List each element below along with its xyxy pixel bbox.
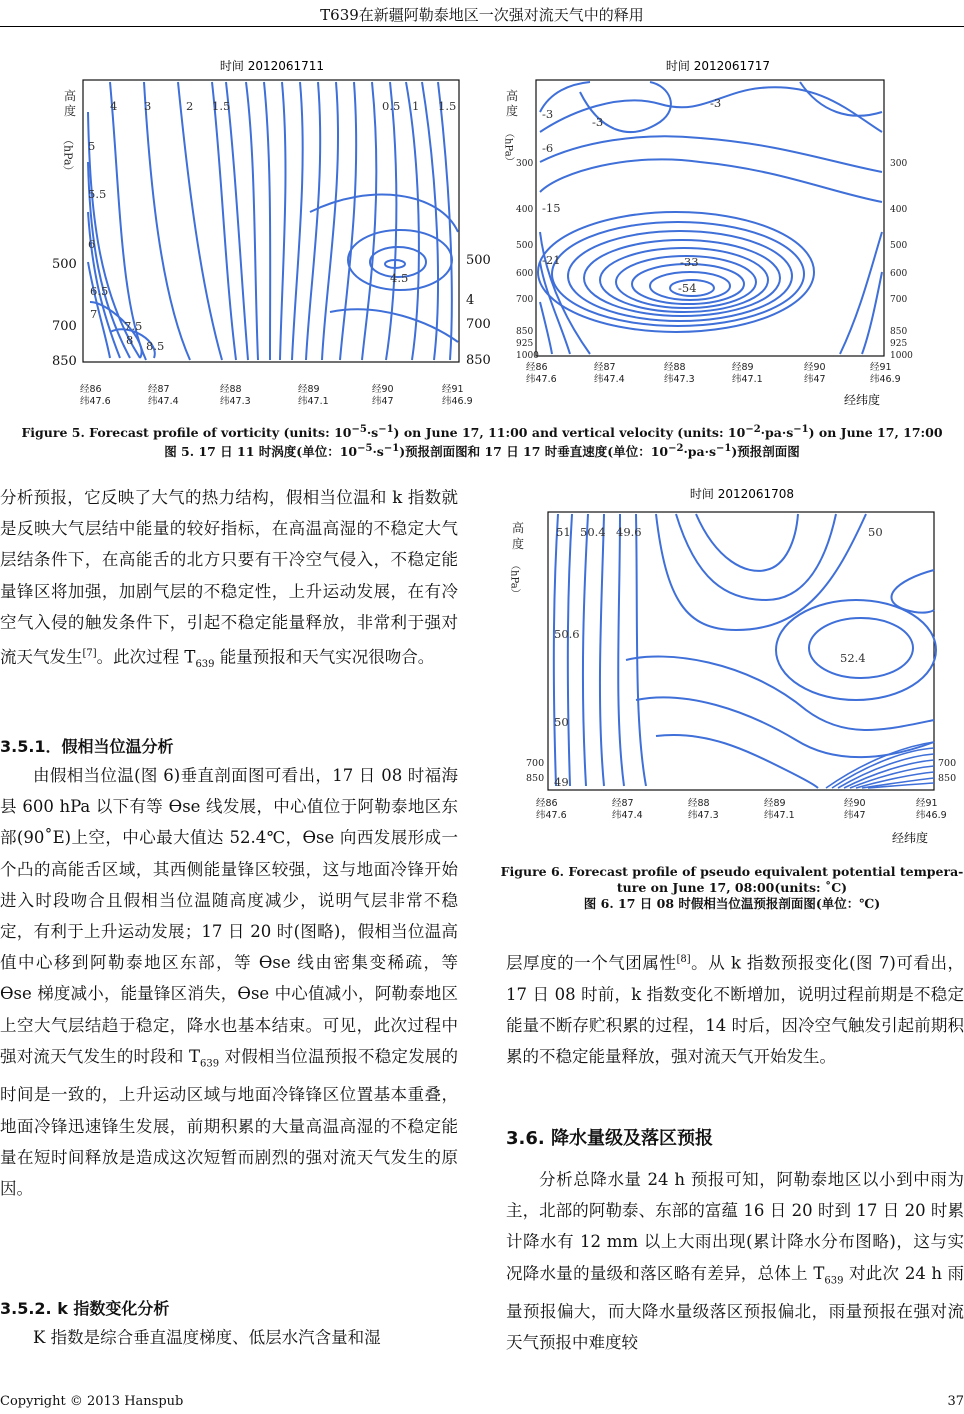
level-label: 500 <box>52 257 77 272</box>
y-axis-unit: （hPa） <box>61 134 75 177</box>
figure-6-caption <box>500 864 964 912</box>
contour-label: 6.5 <box>90 284 109 298</box>
x-tick-lon: 经89 <box>764 798 786 809</box>
x-tick-lon: 经86 <box>526 362 548 373</box>
level-label: 400 <box>516 205 534 215</box>
x-tick-lon: 经88 <box>688 798 710 809</box>
x-axis-ticks <box>526 361 901 385</box>
x-tick-lat: 纬47.3 <box>220 396 251 407</box>
contour-label: 5.5 <box>88 187 107 201</box>
chart-title: 时间 2012061717 <box>665 59 771 73</box>
level-label: 500 <box>890 241 908 251</box>
contour-label: 2 <box>186 99 194 113</box>
contour-label: 7 <box>90 307 98 321</box>
level-label: 700 <box>526 758 545 769</box>
running-header: T639在新疆阿勒泰地区一次强对流天气中的释用 <box>320 6 644 24</box>
pressure-levels <box>526 758 956 784</box>
figure-5-vorticity <box>50 52 500 410</box>
level-label: 850 <box>466 353 491 368</box>
contour-label: -3 <box>542 107 554 121</box>
contour-label: -15 <box>542 201 561 215</box>
contour-label: -33 <box>680 255 699 269</box>
left-para-2: 由假相当位温(图 6)垂直剖面图可看出，17 日 08 时福海县 600 hPa 以下有等 Ɵse 线发展，中心值位于阿勒泰地区东部(90˚E)上空，中心最大值达 52.4℃，Ɵse 向西发展形成一个凸的高能舌区域，其西侧能量锋区较强，这与地面冷锋开始进入时段吻合且假相当位温随高度减少，说明气层非常不稳定，有利于上升运动发展；17 日 20 时(图略)，假相当位温高值中心移到阿勒泰地区东部，等 Ɵse 线由密集变稀疏，等 Ɵse 梯度减小，能量锋区消失，Ɵse 中心值减小，阿勒泰地区上空大气层结趋于稳定，降水也基本结束。可见，此次过程中强对流天气发生的时段和 $T_{639}$ 对假相当位温预报不稳定发展的时间是一致的，上升运动区域与地面冷锋锋区位置基本重叠，地面冷锋迅速锋生发展，前期积累的大量高温高湿的不稳定能量在短时间释放是造成这次短暂而剧烈的强对流天气发生的原因。 <box>0 766 458 1198</box>
contour-label: -21 <box>542 253 561 267</box>
level-label: 925 <box>890 339 908 349</box>
level-label: 850 <box>938 773 956 784</box>
x-tick-lat: 纬47.1 <box>764 810 795 821</box>
theta-se-dense-contours <box>826 742 934 788</box>
contour-label: -6 <box>542 141 554 155</box>
x-axis-label: 经纬度 <box>844 393 881 407</box>
section-3-5-1-heading: 3.5.1．假相当位温分析 <box>0 737 174 756</box>
level-label: 850 <box>526 773 545 784</box>
header-rule <box>0 26 964 27</box>
x-tick-lat: 纬46.9 <box>442 396 473 407</box>
level-label: 500 <box>516 241 534 251</box>
x-tick-lat: 纬47 <box>804 374 826 385</box>
contour-label: 50.4 <box>580 525 606 539</box>
x-tick-lon: 经87 <box>612 798 634 809</box>
x-tick-lat: 纬47.1 <box>298 396 329 407</box>
x-tick-lat: 纬47.6 <box>80 396 111 407</box>
svg-text:高: 高 <box>506 89 519 103</box>
contour-label: 8.5 <box>146 339 165 353</box>
level-label: 700 <box>466 317 491 332</box>
x-tick-lat: 纬47.4 <box>612 810 643 821</box>
level-label: 300 <box>890 159 908 169</box>
x-tick-lat: 纬47.3 <box>688 810 719 821</box>
svg-text:度: 度 <box>506 104 519 118</box>
right-para-1: 层厚度的一个气团属性[8]。从 k 指数预报变化(图 7)可看出，17 日 08 时前，k 指数变化不断增加，说明过程前期是不稳定能量不断存贮积累的过程，14 时后，因冷空气触发引起前期积累的不稳定能量释放，强对流天气开始发生。 <box>506 953 964 1067</box>
x-tick-lon: 经88 <box>664 362 686 373</box>
figure-6-theta-se <box>506 480 956 850</box>
level-label: 1000 <box>890 351 913 361</box>
level-label: 600 <box>890 269 908 279</box>
chart-title: 时间 2012061708 <box>689 487 795 501</box>
left-para-3: K 指数是综合垂直温度梯度、低层水汽含量和湿 <box>33 1328 381 1347</box>
x-tick-lat: 纬46.9 <box>916 810 947 821</box>
x-tick-lon: 经91 <box>870 362 892 373</box>
level-label: 925 <box>516 339 534 349</box>
contour-label: 1.5 <box>212 99 231 113</box>
caption-cn: 图 5. 17 日 11 时涡度(单位：$10^{-5}\cdot s^{-1}$)预报剖面图和 17 日 17 时垂直速度(单位：$10^{-2}\cdot pa\cdot s^{-1}$)预报剖面图 <box>164 443 800 460</box>
figure-5-caption <box>20 422 944 460</box>
contour-label: 52.4 <box>840 651 866 665</box>
x-tick-lon: 经91 <box>916 798 938 809</box>
caption-en-line1: Figure 6. Forecast profile of pseudo equivalent potential tempera- <box>500 864 964 879</box>
svg-text:度: 度 <box>512 537 525 551</box>
contour-label: 3 <box>144 99 152 113</box>
x-tick-lon: 经89 <box>732 362 754 373</box>
figure-5-vertical-velocity <box>500 52 930 410</box>
level-label: 700 <box>516 295 534 305</box>
theta-se-chart <box>506 480 956 850</box>
x-tick-lat: 纬47.1 <box>732 374 763 385</box>
contour-label: 6 <box>88 237 96 251</box>
x-tick-lon: 经90 <box>372 384 394 395</box>
section-3-6-heading: 3.6. 降水量级及落区预报 <box>506 1128 713 1149</box>
section-3-5-2-heading: 3.5.2. k 指数变化分析 <box>0 1299 170 1318</box>
x-tick-lon: 经91 <box>442 384 464 395</box>
x-tick-lon: 经86 <box>80 384 102 395</box>
level-label: 4 <box>466 293 475 308</box>
contour-label: 49.6 <box>616 525 642 539</box>
contour-label: 4 <box>110 99 118 113</box>
x-tick-lat: 纬47.6 <box>536 810 567 821</box>
contour-label: 5 <box>88 139 96 153</box>
vorticity-contours <box>88 82 458 360</box>
x-axis-ticks <box>80 383 473 407</box>
contour-label: 50 <box>554 715 569 729</box>
x-axis-ticks <box>536 797 947 821</box>
level-label: 700 <box>890 295 908 305</box>
left-para-1: 分析预报，它反映了大气的热力结构，假相当位温和 k 指数就是反映大气层结中能量的较好指标，在高温高湿的不稳定大气层结条件下，在高能舌的北方只要有干冷空气侵入，不稳定能量锋区将加强，加剧气层的不稳定性，上升运动发展，在有冷空气入侵的触发条件下，引起不稳定能量释放，非常利于强对流天气发生[7]。此次过程 $T_{639}$ 能量预报和天气实况很吻合。 <box>0 488 458 670</box>
footer-copyright: Copyright © 2013 Hanspub <box>0 1394 184 1409</box>
x-tick-lat: 纬47.6 <box>526 374 557 385</box>
contour-label: 1.5 <box>438 99 457 113</box>
level-label: 500 <box>466 253 491 268</box>
x-tick-lon: 经90 <box>804 362 826 373</box>
x-tick-lon: 经87 <box>594 362 616 373</box>
contour-label: 50.6 <box>554 627 580 641</box>
level-label: 700 <box>938 758 956 769</box>
contour-label: 0.5 <box>382 99 401 113</box>
contour-label: -3 <box>592 115 604 129</box>
velocity-contours <box>538 82 882 354</box>
x-tick-lat: 纬47.4 <box>148 396 179 407</box>
level-label: 850 <box>890 327 908 337</box>
vorticity-chart <box>50 52 500 410</box>
x-tick-lon: 经90 <box>844 798 866 809</box>
x-tick-lat: 纬46.9 <box>870 374 901 385</box>
caption-en: Figure 5. Forecast profile of vorticity (units: $10^{-5}\cdot s^{-1}$) on June 17, 11:00 and vertical velocity (units: $10^{-2}\cdot pa\cdot s^{-1}$) on June 17, 17:00 <box>21 424 943 441</box>
contour-label: 4.5 <box>390 271 409 285</box>
contour-label: 51 <box>556 525 571 539</box>
x-tick-lon: 经88 <box>220 384 242 395</box>
level-label: 850 <box>516 327 534 337</box>
contour-label: 1 <box>412 99 420 113</box>
level-label: 1000 <box>516 351 539 361</box>
level-label: 700 <box>52 319 77 334</box>
x-axis-label: 经纬度 <box>892 831 929 845</box>
contour-label: 50 <box>868 525 883 539</box>
x-tick-lon: 经89 <box>298 384 320 395</box>
right-para-2: 分析总降水量 24 h 预报可知，阿勒泰地区以小到中雨为主，北部的阿勒泰、东部的富蕴 16 日 20 时到 17 日 20 时累计降水有 12 mm 以上大雨出现(累计降水分布图略)，这与实况降水量的量级和落区略有差异，总体上 $T_{639}$ 对此次 24 h 雨量预报偏大，而大降水量级落区预报偏北，雨量预报在强对流天气预报中难度较 <box>506 1170 964 1353</box>
x-tick-lat: 纬47 <box>844 810 866 821</box>
contour-label: 49 <box>554 775 569 789</box>
chart-title: 时间 2012061711 <box>219 59 325 73</box>
x-tick-lat: 纬47.3 <box>664 374 695 385</box>
y-axis-label: 高度 <box>64 89 77 118</box>
contour-label: -3 <box>710 96 722 110</box>
y-axis-label <box>503 88 519 167</box>
contour-label: 7.5 <box>124 319 143 333</box>
svg-text:高: 高 <box>512 521 525 535</box>
x-tick-lat: 纬47 <box>372 396 394 407</box>
x-tick-lat: 纬47.4 <box>594 374 625 385</box>
footer-page-number: 37 <box>947 1394 964 1409</box>
caption-cn: 图 6. 17 日 08 时假相当位温预报剖面图(单位：℃) <box>583 896 881 911</box>
svg-text:（hPa）: （hPa） <box>502 128 514 167</box>
caption-en-line2: ture on June 17, 08:00(units: ˚C) <box>616 880 848 895</box>
level-label: 850 <box>52 354 77 369</box>
level-label: 400 <box>890 205 908 215</box>
contour-label: -54 <box>678 281 697 295</box>
svg-text:（hPa）: （hPa） <box>508 560 520 599</box>
contour-label: 8 <box>126 333 134 347</box>
theta-se-contours <box>554 514 936 788</box>
y-axis-label <box>509 520 525 599</box>
level-label: 300 <box>516 159 534 169</box>
x-tick-lon: 经87 <box>148 384 170 395</box>
level-label: 600 <box>516 269 534 279</box>
vertical-velocity-chart <box>500 52 930 410</box>
x-tick-lon: 经86 <box>536 798 558 809</box>
